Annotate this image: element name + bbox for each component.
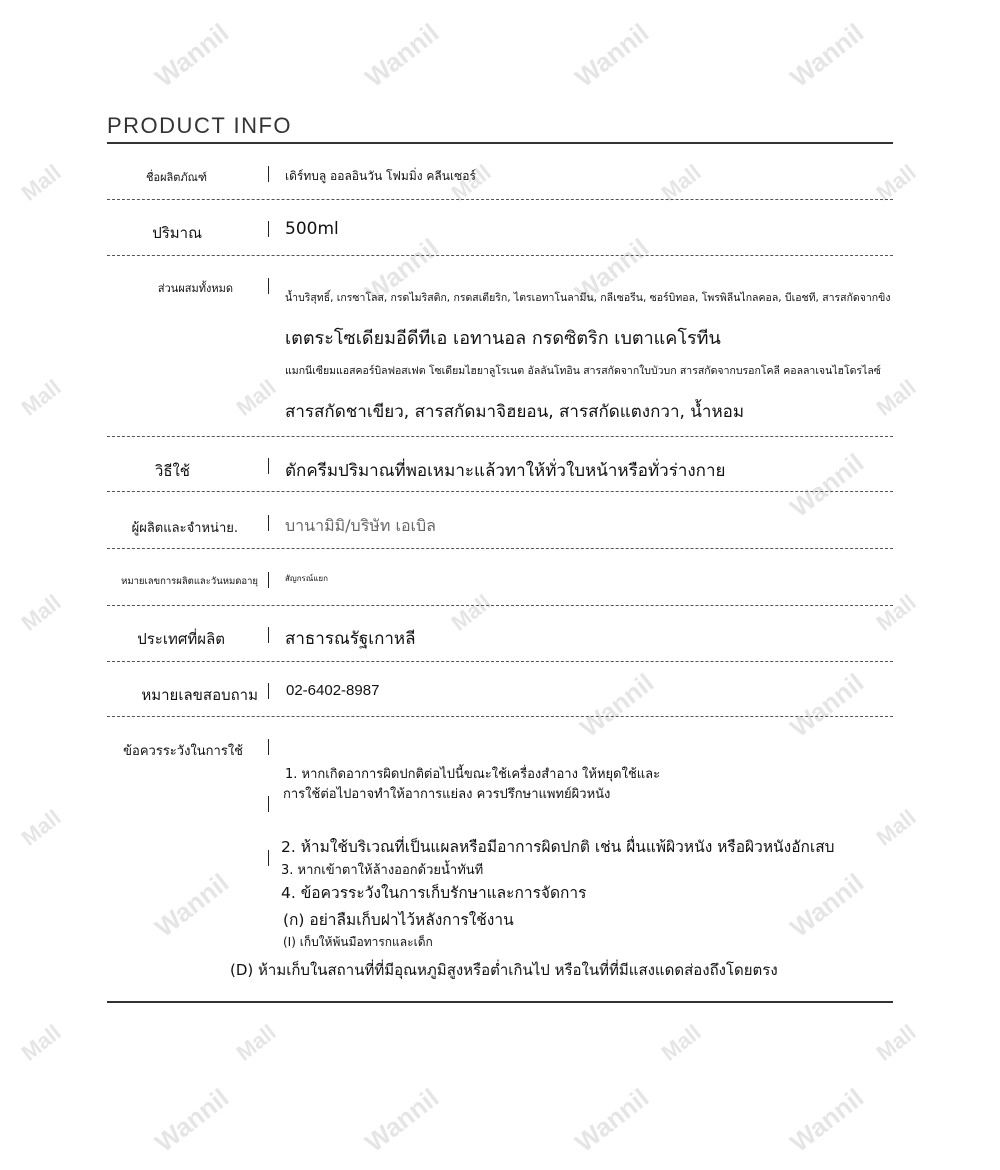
row-divider — [107, 661, 893, 662]
watermark: Wannil — [784, 1082, 870, 1158]
ingredients-line: แมกนีเซียมแอสคอร์บิลฟอสเฟต โซเดียมไฮยาลูโรเนต อัลลันโทอิน สารสกัดจากใบบัวบก สารสกัดจากบรอกโคลี คอลลาเจนไฮโดรไลซ์ — [285, 365, 881, 377]
page-title: PRODUCT INFO — [107, 113, 293, 138]
separator — [268, 739, 269, 755]
row-divider — [107, 199, 893, 200]
row-divider — [107, 716, 893, 717]
origin-label: ประเทศที่ผลิต — [137, 630, 225, 648]
contact-label: หมายเลขสอบถาม — [141, 686, 258, 704]
usage-label: วิธีใช้ — [154, 462, 190, 480]
watermark: Mall — [231, 1019, 281, 1066]
ingredients-line: สารสกัดชาเขียว, สารสกัดมาจิฮยอน, สารสกัดแตงกวา, น้ำหอม — [285, 402, 745, 422]
watermark: Wannil — [574, 667, 660, 743]
watermark: Wannil — [149, 1082, 235, 1158]
watermark: Mall — [16, 1019, 66, 1066]
usage-value: ตักครีมปริมาณที่พอเหมาะแล้วทาให้ทั่วใบหน้าหรือทั่วร่างกาย — [285, 461, 726, 481]
watermark: Wannil — [569, 232, 655, 308]
separator — [268, 278, 269, 294]
watermark: Mall — [871, 159, 921, 206]
product-name-label: ชื่อผลิตภัณฑ์ — [146, 171, 207, 184]
manufacturer-value: บานามิมิ/บริษัท เอเบิล — [285, 516, 436, 535]
watermark: Wannil — [784, 667, 870, 743]
watermark: Wannil — [149, 867, 235, 943]
caution-item: 2. ห้ามใช้บริเวณที่เป็นแผลหรือมีอาการผิดปกติ เช่น ผื่นแพ้ผิวหนัง หรือผิวหนังอักเสบ — [281, 838, 835, 856]
separator — [268, 627, 269, 643]
separator — [268, 796, 269, 812]
watermark: Mall — [16, 804, 66, 851]
ingredients-label: ส่วนผสมทั้งหมด — [157, 282, 233, 295]
watermark: Mall — [16, 589, 66, 636]
watermark: Wannil — [784, 17, 870, 93]
cautions-label: ข้อควรระวังในการใช้ — [123, 744, 243, 759]
row-divider — [107, 255, 893, 256]
volume-value: 500ml — [285, 219, 339, 239]
watermark: Mall — [871, 374, 921, 421]
watermark: Mall — [656, 1019, 706, 1066]
separator — [268, 683, 269, 699]
lot-expiry-value: สัญกรณ์แยก — [285, 574, 328, 583]
caution-item: การใช้ต่อไปอาจทำให้อาการแย่ลง ควรปรึกษาแพทย์ผิวหนัง — [283, 787, 611, 802]
row-divider — [107, 436, 893, 437]
caution-item: (D) ห้ามเก็บในสถานที่ที่มีอุณหภูมิสูงหรือต่ำเกินไป หรือในที่ที่มีแสงแดดส่องถึงโดยตรง — [230, 961, 778, 979]
top-divider — [107, 142, 893, 144]
caution-item: 3. หากเข้าตาให้ล้างออกด้วยน้ำทันที — [281, 863, 484, 878]
watermark: Wannil — [359, 1082, 445, 1158]
watermark: Mall — [446, 589, 496, 636]
separator — [268, 850, 269, 866]
bottom-divider — [107, 1001, 893, 1003]
separator — [268, 221, 269, 237]
separator — [268, 458, 269, 474]
row-divider — [107, 491, 893, 492]
watermark: Wannil — [784, 867, 870, 943]
watermark: Mall — [16, 374, 66, 421]
product-name-value: เดิร์ทบลู ออลอินวัน โฟมมิ่ง คลีนเซอร์ — [285, 169, 476, 183]
ingredients-line: เตตระโซเดียมอีดีทีเอ เอทานอล กรดซิตริก เบตาแคโรทีน — [285, 328, 721, 349]
watermark: Mall — [16, 159, 66, 206]
row-divider — [107, 605, 893, 606]
caution-item: (ก) อย่าลืมเก็บฝาไว้หลังการใช้งาน — [283, 911, 514, 929]
watermark: Wannil — [149, 17, 235, 93]
watermark: Wannil — [569, 17, 655, 93]
watermark: Wannil — [569, 1082, 655, 1158]
separator — [268, 572, 269, 588]
watermark: Wannil — [784, 447, 870, 523]
watermark: Mall — [231, 374, 281, 421]
watermark: Mall — [446, 159, 496, 206]
manufacturer-label: ผู้ผลิตและจำหน่าย. — [131, 521, 238, 536]
watermark: Mall — [656, 159, 706, 206]
volume-label: ปริมาณ — [152, 224, 202, 242]
watermark: Mall — [871, 1019, 921, 1066]
row-divider — [107, 548, 893, 549]
separator — [268, 166, 269, 182]
ingredients-line: น้ำบริสุทธิ์, เกรซาโลส, กรดไมริสติก, กรดสเตียริก, ไตรเอทาโนลามีน, กลีเซอรีน, ซอร์บิทอล, โพรพิลีนไกลคอล, บีเอชที, สารสกัดจากขิง — [285, 292, 891, 304]
watermark: Mall — [871, 804, 921, 851]
watermark: Mall — [871, 589, 921, 636]
caution-item: 4. ข้อควรระวังในการเก็บรักษาและการจัดการ — [281, 884, 587, 902]
watermark: Wannil — [359, 232, 445, 308]
lot-expiry-label: หมายเลขการผลิตและวันหมดอายุ — [121, 576, 258, 587]
caution-item: (I) เก็บให้พ้นมือทารกและเด็ก — [283, 935, 433, 949]
caution-item: 1. หากเกิดอาการผิดปกติต่อไปนี้ขณะใช้เครื่องสำอาง ให้หยุดใช้และ — [285, 767, 661, 782]
watermark: Wannil — [359, 17, 445, 93]
separator — [268, 515, 269, 531]
contact-value: 02-6402-8987 — [286, 682, 380, 699]
origin-value: สาธารณรัฐเกาหลี — [285, 629, 416, 649]
